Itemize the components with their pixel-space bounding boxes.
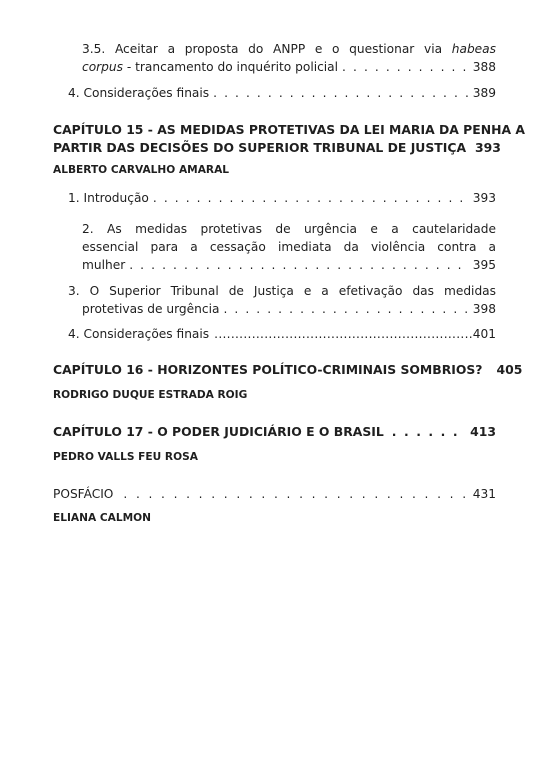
chapter-title: CAPÍTULO 16 - HORIZONTES POLÍTICO-CRIMINAIS SOMBRIOS? — [53, 362, 483, 377]
page-number: 393 — [475, 140, 501, 155]
toc-item-considerations-ch14[interactable] — [68, 84, 496, 102]
dot-leader — [223, 300, 468, 318]
page-number: 398 — [472, 302, 496, 316]
toc-item-intro[interactable] — [68, 189, 496, 207]
toc-item-line: 3. O Superior Tribunal de Justiça e a efetivação das medidas — [68, 284, 496, 298]
page-number: 413 — [470, 424, 496, 439]
dot-leader — [129, 256, 469, 274]
toc-chapter-17[interactable] — [53, 423, 496, 441]
page-number: 388 — [472, 60, 496, 74]
toc-item-3-5-text-2: - trancamento do inquérito policial — [122, 60, 339, 74]
page-number: 405 — [496, 362, 523, 377]
chapter-author: ELIANA CALMON — [53, 512, 152, 524]
chapter-title-line: PARTIR DAS DECISÕES DO SUPERIOR TRIBUNAL DE JUSTIÇA — [53, 140, 467, 155]
chapter-author: RODRIGO DUQUE ESTRADA ROIG — [53, 389, 248, 401]
dot-leader — [214, 325, 472, 343]
dot-leader — [342, 58, 469, 76]
toc-chapter-16[interactable] — [53, 361, 523, 379]
chapter-title: CAPÍTULO 17 - O PODER JUDICIÁRIO E O BRASIL — [53, 424, 384, 439]
toc-item-label: 4. Considerações finais — [68, 86, 210, 100]
page-number: 401 — [472, 327, 496, 341]
toc-item-stj[interactable] — [68, 282, 496, 318]
dot-leader — [123, 485, 464, 503]
page-number: 431 — [472, 487, 496, 501]
toc-item-3-5-text: 3.5. Aceitar a proposta do ANPP e o questionar via — [82, 42, 452, 56]
toc-item-line: protetivas de urgência — [82, 302, 220, 316]
toc-item-line: essencial para a cessação imediata da violência contra a — [82, 240, 496, 254]
toc-posfacio[interactable] — [53, 485, 496, 503]
toc-item-label: 1. Introdução — [68, 191, 149, 205]
dot-leader — [392, 423, 466, 441]
dot-leader — [213, 84, 469, 102]
page-number: 389 — [472, 86, 496, 100]
chapter-author: ALBERTO CARVALHO AMARAL — [53, 164, 230, 176]
chapter-title: POSFÁCIO — [53, 487, 114, 501]
chapter-title-line: CAPÍTULO 15 - AS MEDIDAS PROTETIVAS DA LEI MARIA DA PENHA A — [53, 122, 525, 137]
toc-item-line: mulher — [82, 258, 126, 272]
toc-item-considerations-ch15[interactable] — [68, 325, 496, 343]
page-number: 393 — [472, 191, 496, 205]
toc-item-3-5[interactable] — [82, 40, 496, 76]
toc-item-medidas[interactable] — [82, 220, 496, 274]
page-number: 395 — [472, 258, 496, 272]
toc-item-line: 2. As medidas protetivas de urgência e a cautelaridade — [82, 222, 496, 236]
toc-chapter-15[interactable] — [53, 121, 525, 157]
toc-item-label: 4. Considerações finais — [68, 327, 210, 341]
toc-item-3-5-italic-2: corpus — [82, 60, 123, 74]
dot-leader — [153, 189, 469, 207]
chapter-author: PEDRO VALLS FEU ROSA — [53, 451, 198, 463]
toc-item-3-5-italic: habeas — [451, 42, 496, 56]
